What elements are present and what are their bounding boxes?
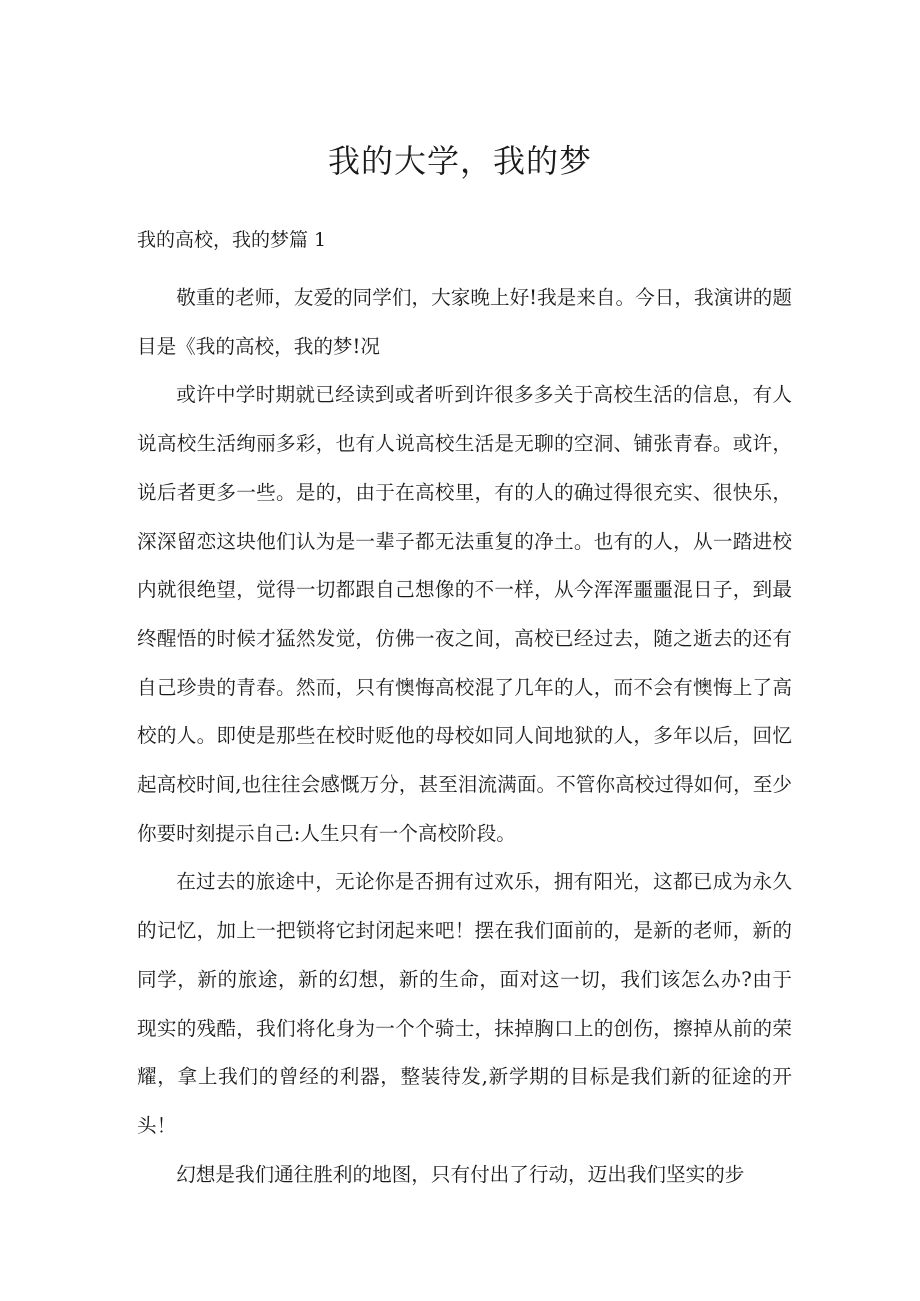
- document-title: 我的大学，我的梦: [327, 142, 592, 180]
- section-heading: 我的高校，我的梦篇 1: [137, 229, 327, 251]
- paragraph-3: 在过去的旅途中，无论你是否拥有过欢乐，拥有阳光，这都已成为永久的记忆，加上一把锁将它封闭起来吧！摆在我们面前的，是新的老师，新的同学，新的旅途，新的幻想，新的生命，面对这一切，我们该怎么办?由于现实的残酷，我们将化身为一个个骑士，抹掉胸口上的创伤，擦掉从前的荣耀，拿上我们的曾经的利器，整装待发,新学期的目标是我们新的征途的开头！: [137, 870, 792, 1137]
- paragraph-1: 敬重的老师，友爱的同学们，大家晚上好!我是来自。今日，我演讲的题目是《我的高校，我的梦!况: [137, 286, 792, 358]
- paragraph-2: 或许中学时期就已经读到或者听到许很多多关于高校生活的信息，有人说高校生活绚丽多彩，也有人说高校生活是无聊的空洞、铺张青春。或许，说后者更多一些。是的，由于在高校里，有的人的确过得很充实、很快乐，深深留恋这块他们认为是一辈子都无法重复的净土。也有的人，从一踏进校内就很绝望，觉得一切都跟自己想像的不一样，从今浑浑噩噩混日子，到最终醒悟的时候才猛然发觉，仿佛一夜之间，高校已经过去，随之逝去的还有自己珍贵的青春。然而，只有懊悔高校混了几年的人，而不会有懊悔上了高校的人。即使是那些在校时贬他的母校如同人间地狱的人，多年以后，回忆起高校时间,也往往会感慨万分，甚至泪流满面。不管你高校过得如何，至少你要时刻提示自己:人生只有一个高校阶段。: [137, 383, 792, 845]
- paragraph-4: 幻想是我们通往胜利的地图，只有付出了行动，迈出我们坚实的步: [176, 1162, 745, 1186]
- body-text: [137, 274, 792, 1199]
